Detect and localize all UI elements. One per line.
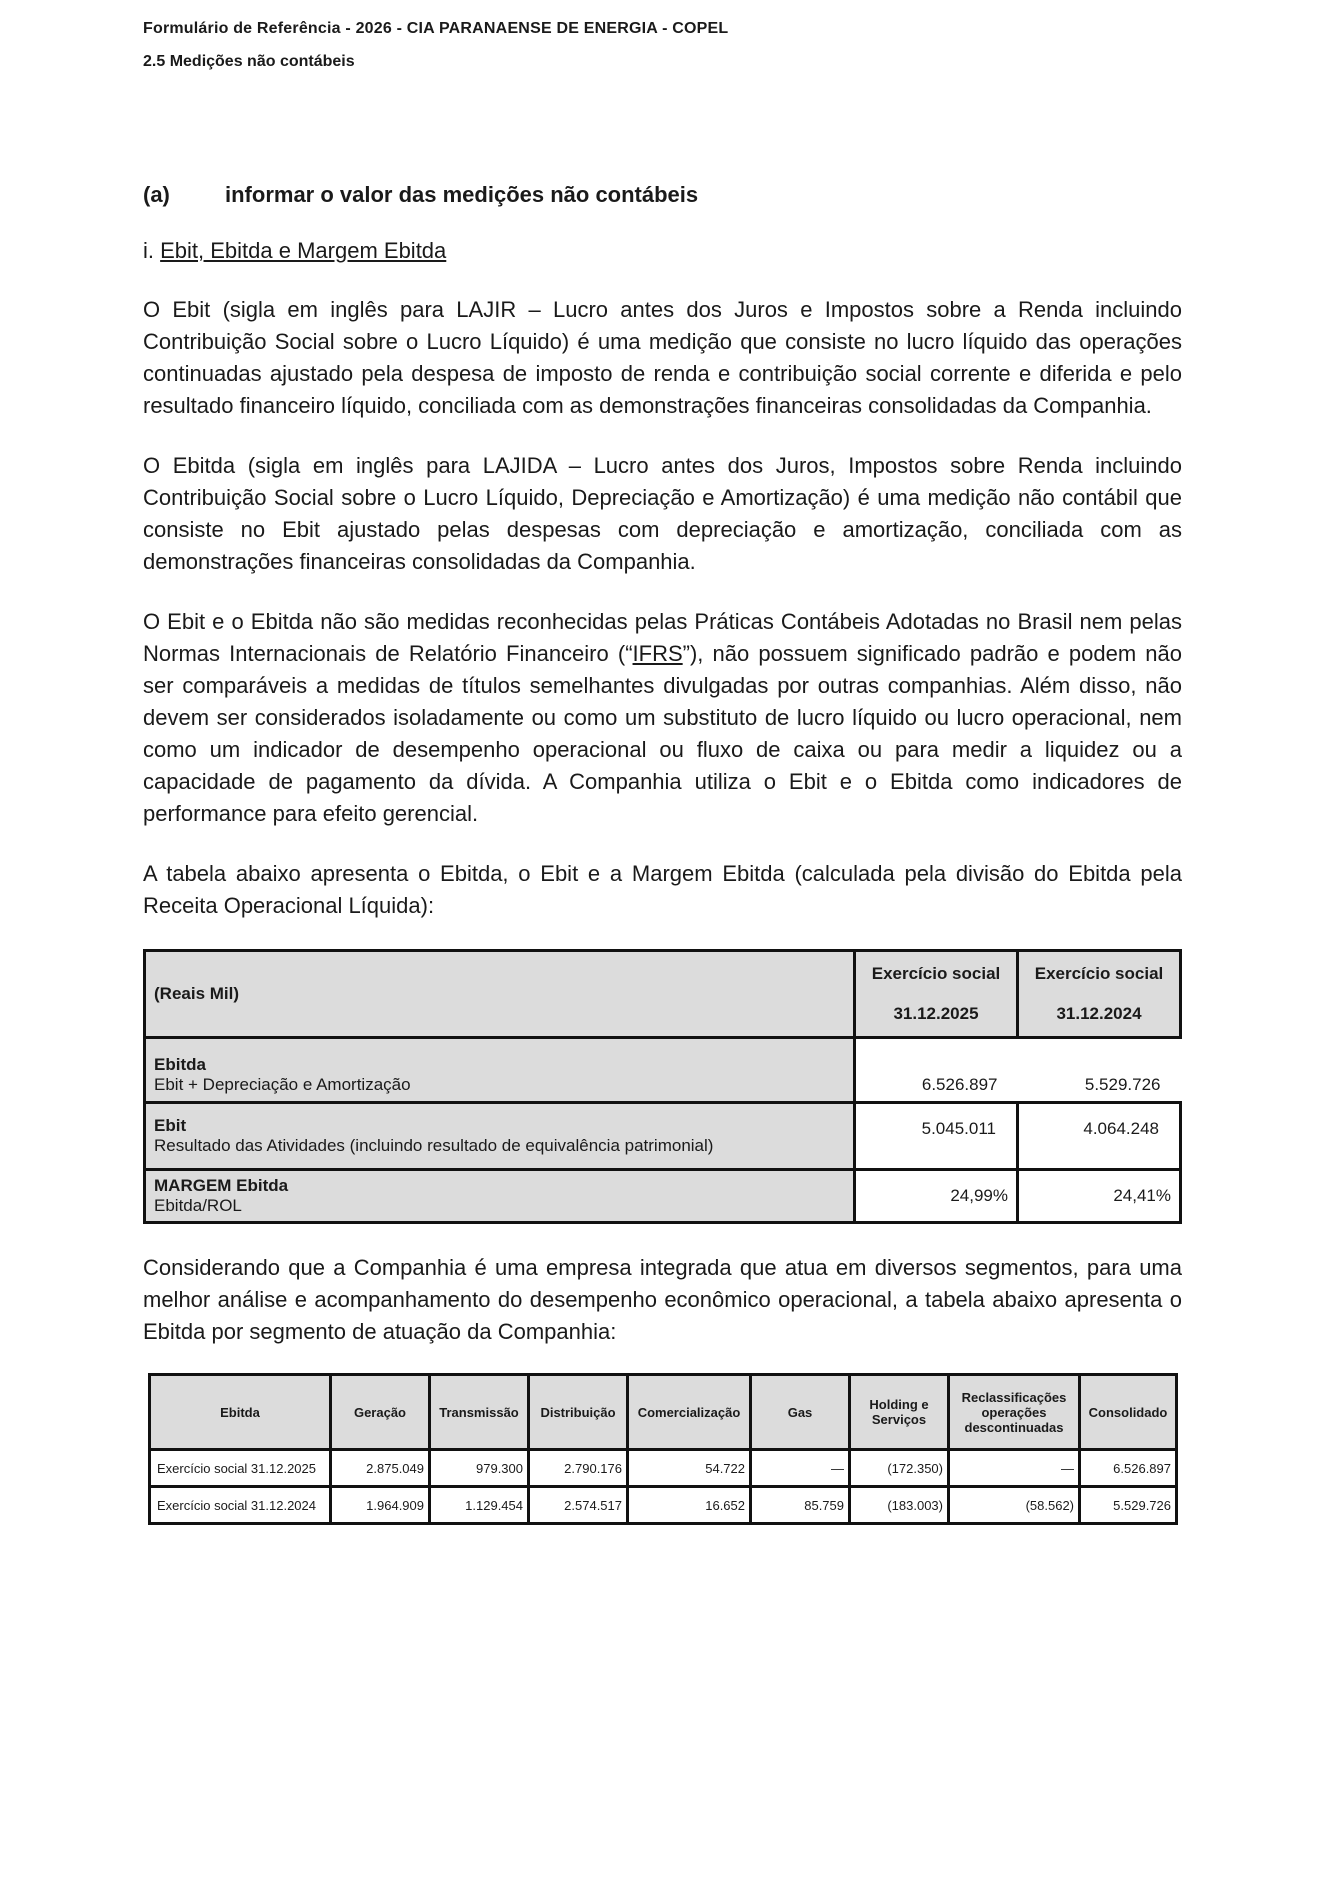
unit-label: (Reais Mil) [145, 951, 855, 1038]
disclaimer-text-end: ”), não possuem significado padrão e podem não ser comparáveis a medidas de títulos semelhantes divulgadas por outras companhias. Além disso, não devem ser considerados isoladamente ou como um substituto de lucro líquido ou lucro operacional, nem como um indicador de desempenho operacional ou fluxo de caixa ou para medir a liquidez ou a capacidade de pagamento da dívida. A Companhia utiliza o Ebit e o Ebitda como indicadores de performance para efeito gerencial. [143, 641, 1182, 826]
value-cell: 2.790.176 [529, 1450, 628, 1487]
column-header: Holding e Serviços [850, 1375, 949, 1450]
ebitda-summary-table [143, 949, 1182, 1224]
value-cell: 2.875.049 [331, 1450, 430, 1487]
value-cell: 5.045.011 [855, 1103, 1018, 1170]
value-cell: 1.964.909 [331, 1487, 430, 1524]
section-a-heading [143, 182, 1182, 208]
column-header: Transmissão [430, 1375, 529, 1450]
value-cell: (172.350) [850, 1450, 949, 1487]
row-title: Ebitda [154, 1055, 206, 1074]
column-header: Gas [751, 1375, 850, 1450]
column-date: 31.12.2024 [1056, 1004, 1142, 1023]
column-date: 31.12.2025 [893, 1004, 979, 1023]
value-cell: 16.652 [628, 1487, 751, 1524]
section-a-title: informar o valor das medições não contábeis [225, 182, 699, 207]
paragraph-segment-intro: Considerando que a Companhia é uma empresa integrada que atua em diversos segmentos, para uma melhor análise e acompanhamento do desempenho econômico operacional, a tabela abaixo apresenta o Ebitda por segmento de atuação da Companhia: [143, 1255, 1182, 1344]
row-description: Ebitda/ROL [154, 1196, 242, 1215]
value-cell: 1.129.454 [430, 1487, 529, 1524]
document-header: Formulário de Referência - 2026 - CIA PARANAENSE DE ENERGIA - COPEL [143, 20, 729, 37]
paragraph-ebitda-definition: O Ebitda (sigla em inglês para LAJIDA – Lucro antes dos Juros, Impostos sobre Renda incluindo Contribuição Social sobre o Lucro Líquido, Depreciação e Amortização) é uma medição não contábil que consiste no Ebit ajustado pelas despesas com depreciação e amortização, conciliada com as demonstrações financeiras consolidadas da Companhia. [143, 453, 1182, 574]
ifrs-link[interactable]: IFRS [632, 641, 683, 666]
value-cell: (58.562) [949, 1487, 1080, 1524]
paragraph-disclaimer [143, 606, 1182, 830]
disclaimer-text-start: O Ebit e o Ebitda não são medidas reconhecidas pelas Práticas Contábeis Adotadas no Brasil nem pelas Normas Internacionais de Relatório Financeiro (“ [143, 609, 1182, 666]
row-label [145, 1103, 855, 1170]
table-row [145, 1103, 1181, 1170]
column-header: Distribuição [529, 1375, 628, 1450]
row-title: MARGEM Ebitda [154, 1176, 289, 1195]
value-cell: 24,41% [1018, 1170, 1181, 1223]
document-body [143, 182, 1182, 1525]
row-description: Ebit + Depreciação e Amortização [154, 1075, 411, 1094]
paragraph-ebit-definition: O Ebit (sigla em inglês para LAJIR – Lucro antes dos Juros e Impostos sobre a Renda incluindo Contribuição Social sobre o Lucro Líquido) é uma medição que consiste no lucro líquido das operações continuadas ajustado pela despesa de imposto de renda e contribuição social corrente e diferida e pelo resultado financeiro líquido, conciliada com as demonstrações financeiras consolidadas da Companhia. [143, 297, 1182, 418]
row-label [145, 1170, 855, 1223]
value-cell: 4.064.248 [1018, 1103, 1181, 1170]
column-header: Reclassificações operações descontinuadas [949, 1375, 1080, 1450]
row-description: Resultado das Atividades (incluindo resultado de equivalência patrimonial) [154, 1136, 714, 1155]
table-row [145, 1170, 1181, 1223]
row-label: Exercício social 31.12.2024 [150, 1487, 331, 1524]
value-cell: 54.722 [628, 1450, 751, 1487]
column-header: Geração [331, 1375, 430, 1450]
value-cell: (183.003) [850, 1487, 949, 1524]
column-heading: Exercício social [1034, 964, 1164, 983]
paragraph-table-intro: A tabela abaixo apresenta o Ebitda, o Ebit e a Margem Ebitda (calculada pela divisão do Ebitda pela Receita Operacional Líquida): [143, 861, 1182, 918]
value-cell: 979.300 [430, 1450, 529, 1487]
column-header: Consolidado [1080, 1375, 1177, 1450]
value-cell: 6.526.897 [921, 1075, 998, 1094]
row-label [145, 1038, 855, 1103]
value-cell: 5.529.726 [1084, 1075, 1161, 1094]
section-header: 2.5 Medições não contábeis [143, 53, 355, 70]
table-header-row [145, 951, 1181, 1038]
column-heading: Exercício social [871, 964, 1001, 983]
table-row [150, 1487, 1177, 1524]
subsection-title: Ebit, Ebitda e Margem Ebitda [160, 238, 447, 263]
value-cell: 85.759 [751, 1487, 850, 1524]
value-cell: 2.574.517 [529, 1487, 628, 1524]
section-a-label: (a) [143, 182, 170, 207]
value-cell: 6.526.897 [1080, 1450, 1177, 1487]
column-header: Ebitda [150, 1375, 331, 1450]
column-header: Comercialização [628, 1375, 751, 1450]
value-cell: — [751, 1450, 850, 1487]
column-header-2025 [855, 951, 1018, 1038]
row-label: Exercício social 31.12.2025 [150, 1450, 331, 1487]
column-header-2024 [1018, 951, 1181, 1038]
value-cell: 5.529.726 [1080, 1487, 1177, 1524]
value-cell: — [949, 1450, 1080, 1487]
table-row [145, 1038, 1181, 1103]
table-header-row [150, 1375, 1177, 1450]
subsection-heading [143, 238, 1182, 264]
row-title: Ebit [154, 1116, 187, 1135]
subsection-prefix: i. [143, 238, 154, 263]
value-cell: 24,99% [855, 1170, 1018, 1223]
table-row [150, 1450, 1177, 1487]
ebitda-segment-table [148, 1373, 1178, 1525]
